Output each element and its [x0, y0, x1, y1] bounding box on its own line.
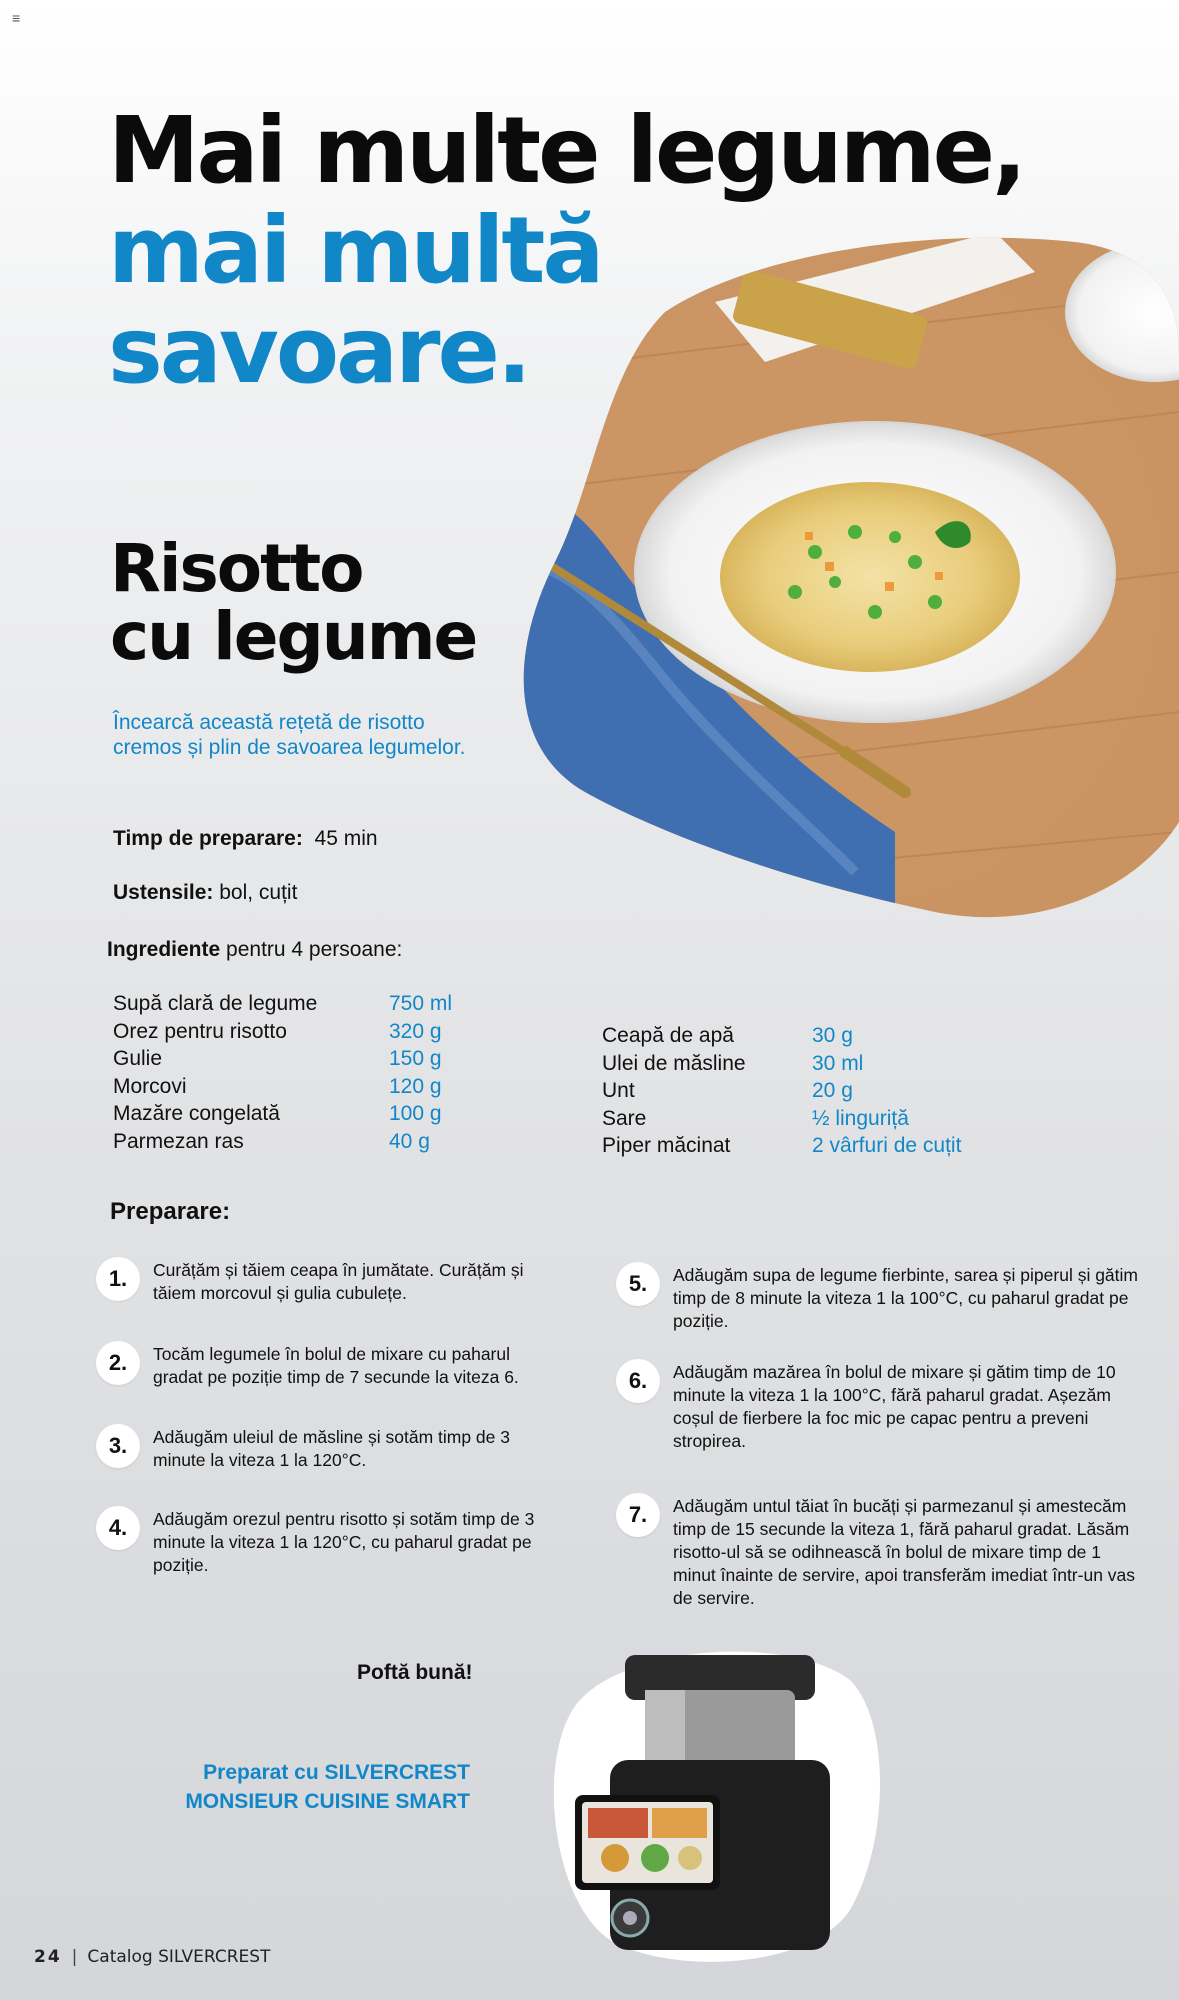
ingredient-name: Ulei de măsline: [602, 1051, 746, 1075]
prep-time: [113, 827, 378, 851]
ingredient-row: [602, 1050, 961, 1078]
ingredient-name: Sare: [602, 1106, 647, 1130]
step-item: [616, 1359, 1156, 1453]
ingredient-qty: 40 g: [389, 1129, 430, 1153]
ingredient-name: Unt: [602, 1079, 635, 1103]
step-item: [616, 1262, 1156, 1333]
step-text: Adăugăm supa de legume fierbinte, sarea și piperul și gătim timp de 8 minute la viteza 1 la 100°C, cu paharul gradat pe poziție.: [673, 1265, 1138, 1331]
step-text: Adăugăm orezul pentru risotto și sotăm timp de 3 minute la viteza 1 la 120°C, cu paharul gradat pe poziție.: [153, 1509, 535, 1575]
ingredient-name: Supă clară de legume: [113, 992, 318, 1015]
recipe-title-line-1: Risotto: [110, 530, 363, 607]
ingredient-qty: 150 g: [389, 1047, 442, 1071]
tools: [113, 881, 297, 905]
ingredient-row: [113, 990, 452, 1018]
ingredient-qty: 320 g: [389, 1019, 442, 1043]
headline-line-1: Mai multe legume,: [108, 97, 1024, 204]
step-number: 2.: [96, 1341, 140, 1385]
step-item: [96, 1506, 576, 1577]
ingredients-list-left: [113, 990, 452, 1156]
step-number: 1.: [96, 1257, 140, 1301]
step-text: Adăugăm untul tăiat în bucăți și parmezanul și amestecăm timp de 15 secunde la viteza 1, fără paharul gradat. Lăsăm risotto-ul să se odihnească în bolul de mixare timp de 1 minut înainte de servire, apoi transferăm imediat într-un vas de servire.: [673, 1496, 1136, 1608]
ingredient-name: Ceapă de apă: [602, 1024, 734, 1047]
step-item: [96, 1424, 576, 1472]
ingredient-name: Morcovi: [113, 1074, 187, 1098]
ingredient-row: [113, 1045, 452, 1073]
ingredient-name: Orez pentru risotto: [113, 1019, 287, 1043]
step-item: [96, 1257, 576, 1305]
ingredient-row: [113, 1100, 452, 1128]
ingredient-qty: 100 g: [389, 1102, 442, 1126]
catalog-name: Catalog SILVERCREST: [87, 1947, 271, 1967]
ingredient-row: [113, 1073, 452, 1101]
step-number: 3.: [96, 1424, 140, 1468]
prepared-with-line-1: Preparat cu SILVERCREST: [203, 1761, 470, 1784]
ingredients-suffix: pentru 4 persoane:: [226, 938, 403, 961]
ingredient-qty: 2 vârfuri de cuțit: [812, 1134, 962, 1158]
step-item: [96, 1341, 576, 1389]
ingredient-row: [113, 1018, 452, 1046]
step-number: 6.: [616, 1359, 660, 1403]
closing-text: Poftă bună!: [357, 1661, 473, 1684]
step-text: Tocăm legumele în bolul de mixare cu paharul gradat pe poziție timp de 7 secunde la viteza 6.: [153, 1344, 519, 1387]
prep-time-label: Timp de preparare:: [113, 827, 303, 850]
ingredient-name: Mazăre congelată: [113, 1102, 280, 1126]
ingredients-heading: [107, 938, 402, 962]
ingredient-row: [602, 1105, 961, 1133]
ingredient-name: Gulie: [113, 1047, 163, 1071]
ingredient-row: [602, 1022, 961, 1050]
headline-line-2: mai multă: [108, 197, 602, 304]
ingredient-name: Piper măcinat: [602, 1134, 731, 1158]
menu-icon[interactable]: ≡: [12, 10, 21, 26]
step-number: 7.: [616, 1493, 660, 1537]
ingredient-qty: 20 g: [812, 1079, 853, 1103]
tools-value: bol, cuțit: [219, 881, 298, 904]
page-footer: [34, 1947, 270, 1967]
prep-time-value: 45 min: [314, 827, 378, 850]
step-text: Adăugăm uleiul de măsline și sotăm timp de 3 minute la viteza 1 la 120°C.: [153, 1427, 510, 1470]
risotto-photo: [515, 232, 1179, 922]
prepared-with-line-2: MONSIEUR CUISINE SMART: [185, 1790, 470, 1813]
page-number: 24: [34, 1947, 62, 1967]
step-text: Adăugăm mazărea în bolul de mixare și gătim timp de 10 minute la viteza 1 la 100°C, fără paharul gradat. Așezăm coșul de fierbere la foc mic pe capac pentru a preveni stropirea.: [673, 1362, 1116, 1451]
ingredient-row: [602, 1077, 961, 1105]
step-number: 5.: [616, 1262, 660, 1306]
step-text: Curățăm și tăiem ceapa în jumătate. Curățăm și tăiem morcovul și gulia cubulețe.: [153, 1260, 524, 1303]
step-number: 4.: [96, 1506, 140, 1550]
ingredient-row: [113, 1128, 452, 1156]
ingredient-row: [602, 1132, 961, 1160]
ingredients-label: Ingrediente: [107, 938, 221, 961]
preparation-heading: Preparare:: [110, 1198, 231, 1225]
headline-line-3: savoare.: [108, 297, 529, 404]
recipe-title-line-2: cu legume: [110, 598, 477, 675]
ingredient-qty: 30 ml: [812, 1051, 864, 1075]
footer-separator: |: [71, 1947, 78, 1967]
ingredient-name: Parmezan ras: [113, 1129, 244, 1153]
ingredients-list-right: [602, 1022, 961, 1160]
ingredient-qty: 30 g: [812, 1024, 853, 1047]
kitchen-machine-image: [540, 1640, 890, 1970]
recipe-title: [110, 530, 477, 675]
ingredient-qty: ½ linguriță: [812, 1106, 909, 1130]
ingredient-qty: 120 g: [389, 1074, 442, 1098]
prepared-with: [160, 1758, 470, 1816]
recipe-intro: Încearcă această rețetă de risotto cremos și plin de savoarea legumelor.: [113, 711, 466, 759]
tools-label: Ustensile:: [113, 881, 214, 904]
ingredient-qty: 750 ml: [389, 992, 453, 1015]
step-item: [616, 1493, 1156, 1610]
